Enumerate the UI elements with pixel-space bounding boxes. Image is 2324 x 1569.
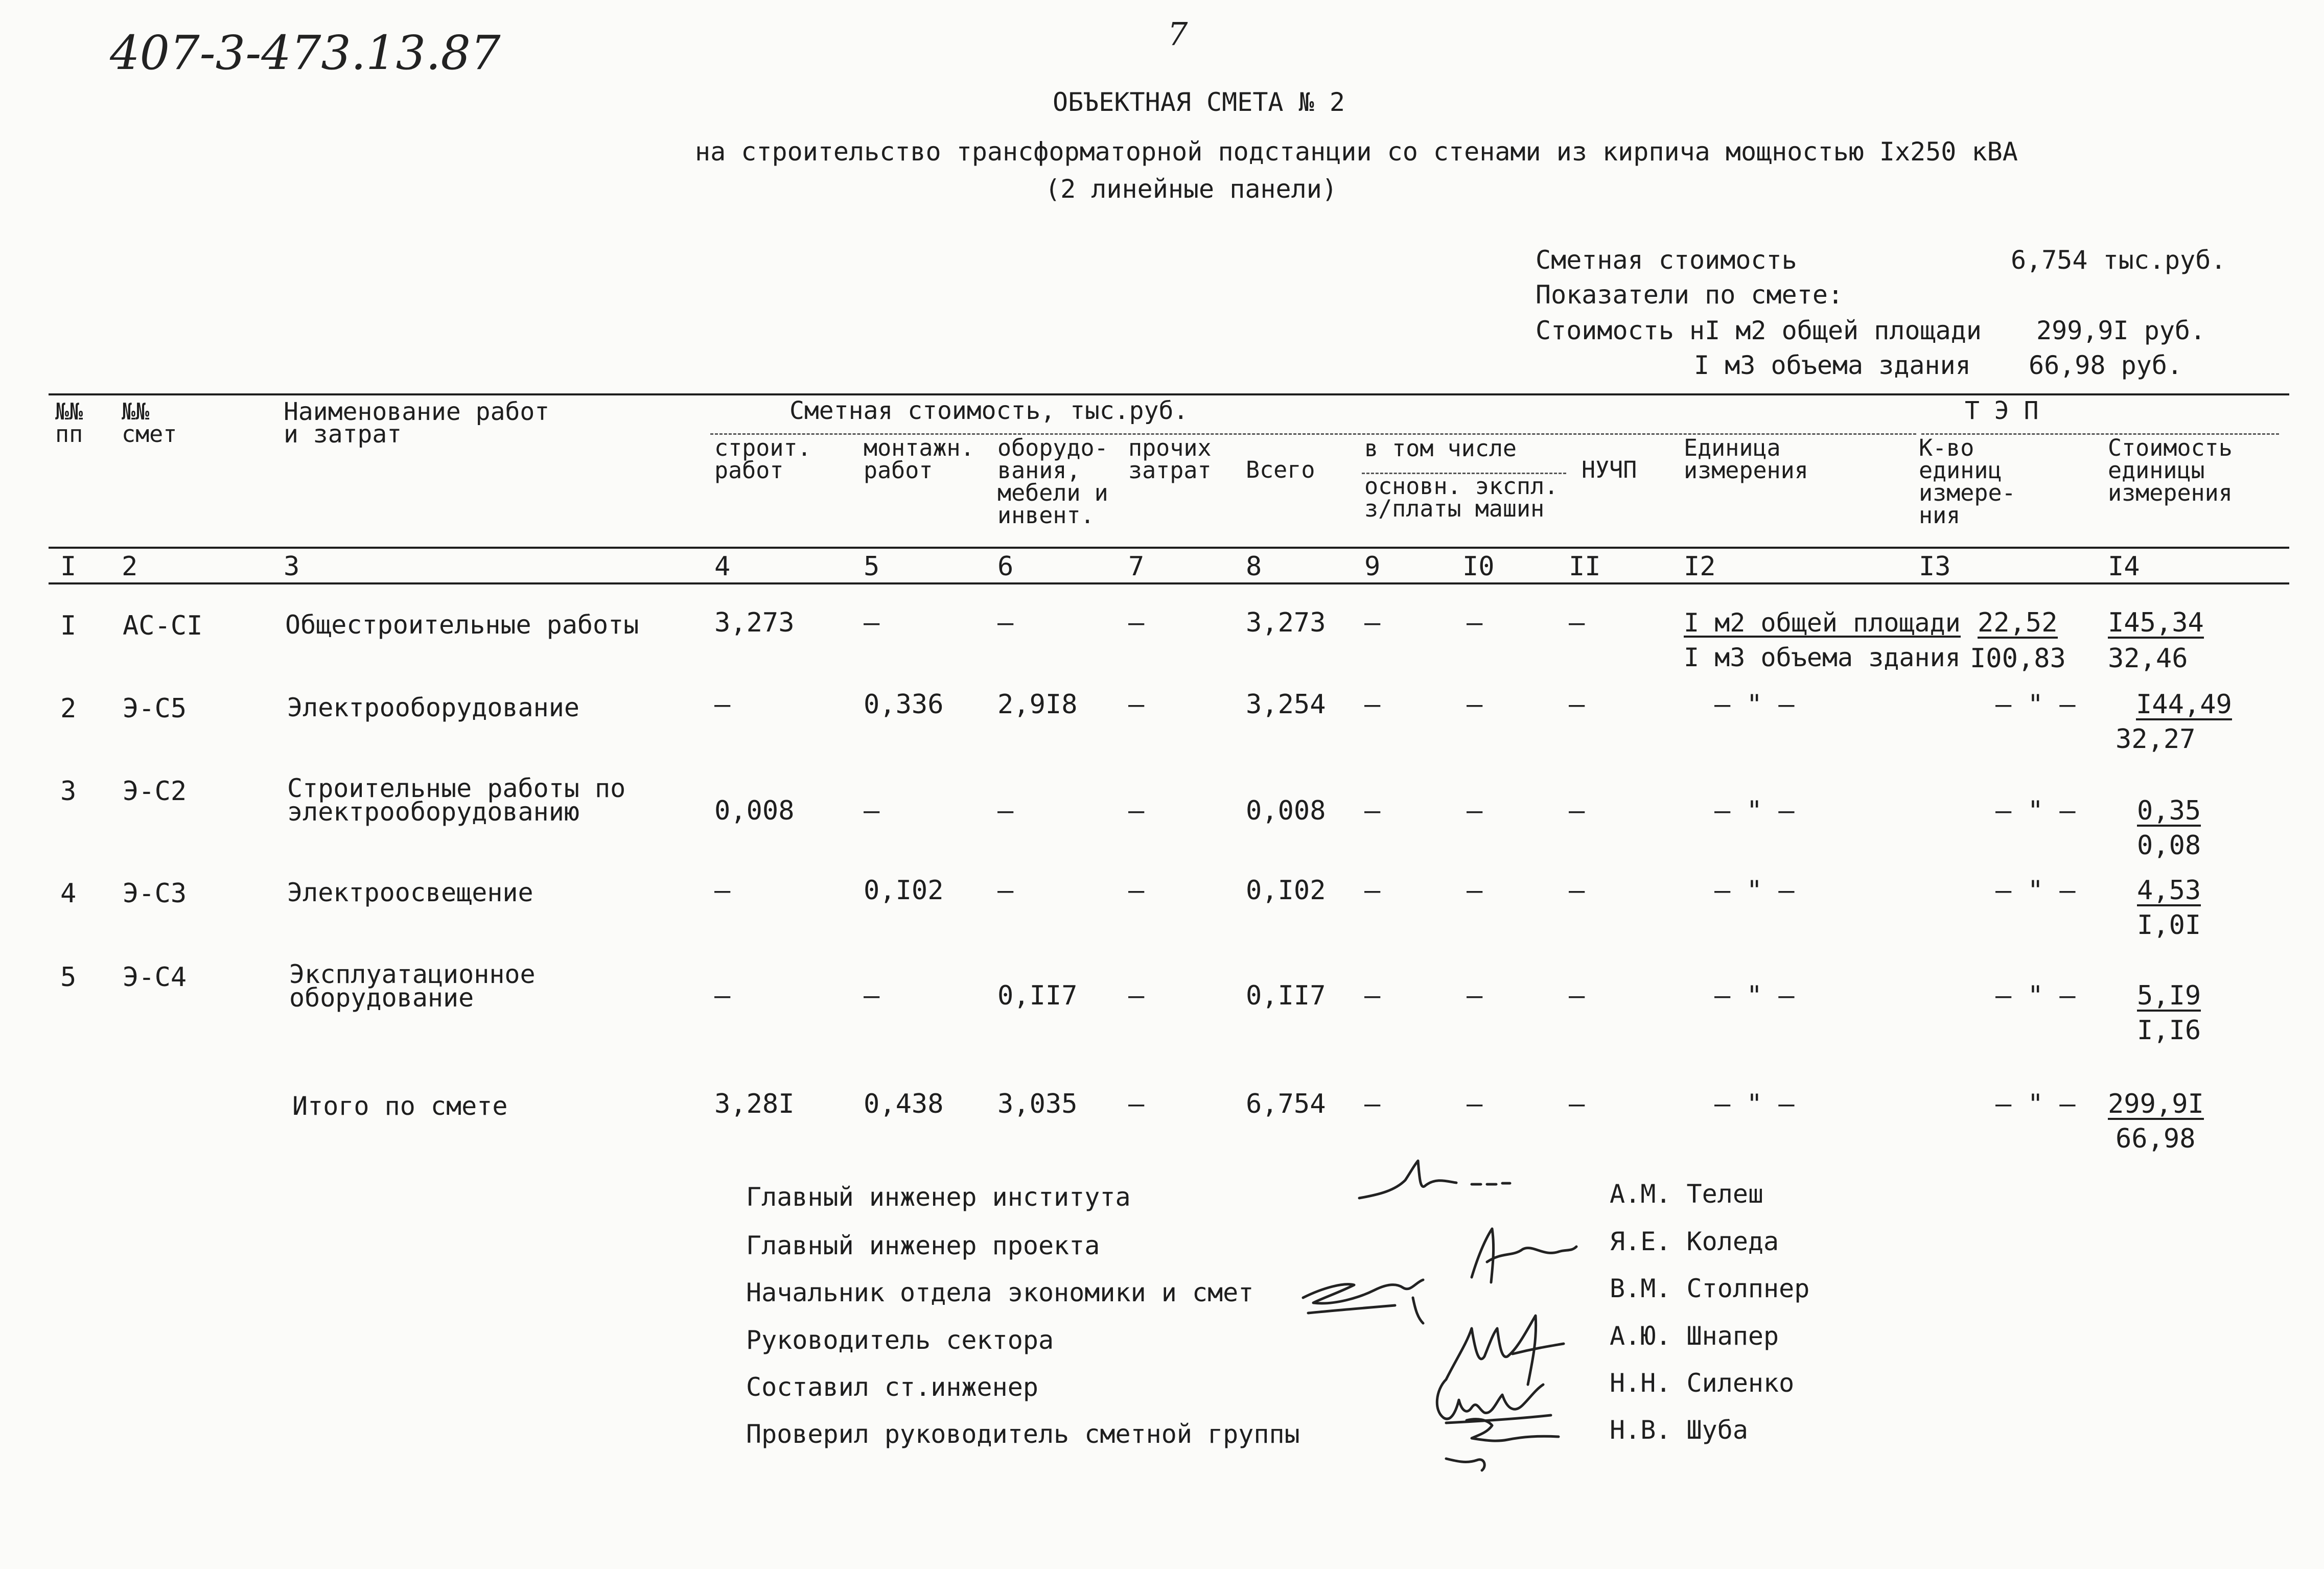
work-name: Строительные работы по	[287, 774, 626, 803]
signer-role: Составил ст.инженер	[746, 1372, 1038, 1402]
unit-cost-primary: I44,49	[2136, 689, 2232, 720]
cost-construction: –	[714, 875, 731, 906]
unit-quantity-primary: – " –	[1995, 1089, 2076, 1119]
cost-equipment: –	[997, 875, 1014, 906]
cost-installation: 0,336	[864, 689, 944, 720]
document-code: 407-3-473.13.87	[110, 26, 501, 80]
cost-total: 0,I02	[1246, 875, 1326, 906]
summary-per-m3-label: I м3 объема здания	[1694, 350, 1971, 380]
unit-cost-primary: 5,I9	[2137, 980, 2201, 1011]
signer-role: Начальник отдела экономики и смет	[746, 1278, 1254, 1307]
unit-quantity-primary: – " –	[1995, 980, 2076, 1011]
row-number: 5	[60, 962, 77, 993]
cost-other: –	[1128, 795, 1145, 826]
signature-koleda	[1456, 1221, 1579, 1298]
unit-primary: I м2 общей площади	[1684, 608, 1961, 638]
cost-equipment: 2,9I8	[997, 689, 1078, 720]
cost-installation: –	[864, 607, 880, 638]
estimate-code: АС-СI	[123, 611, 203, 641]
row-number: 3	[60, 776, 77, 807]
cost-equipment: 3,035	[997, 1089, 1078, 1119]
col-number-9: 9	[1364, 551, 1381, 582]
header-installation-works: монтажн. работ	[864, 434, 974, 484]
cost-construction: 3,273	[714, 607, 795, 638]
cost-machines: –	[1467, 607, 1483, 638]
cost-total: 0,II7	[1246, 980, 1326, 1011]
cost-other: –	[1128, 1089, 1145, 1119]
cost-nuchp: –	[1569, 607, 1585, 638]
signature-shuba	[1436, 1410, 1569, 1477]
work-name-continued: электрооборудованию	[287, 797, 579, 827]
col-number-10: I0	[1462, 551, 1495, 582]
unit-secondary: I м3 объема здания	[1684, 643, 1961, 672]
cost-nuchp: –	[1569, 795, 1585, 826]
col-number-5: 5	[864, 551, 880, 582]
cost-nuchp: –	[1569, 689, 1585, 720]
cost-total: 6,754	[1246, 1089, 1326, 1119]
col-number-4: 4	[714, 551, 731, 582]
signer-role: Проверил руководитель сметной группы	[746, 1419, 1300, 1449]
cost-other: –	[1128, 689, 1145, 720]
signature-teles	[1349, 1150, 1523, 1206]
cost-total: 0,008	[1246, 795, 1326, 826]
cost-construction: 3,28I	[714, 1089, 795, 1119]
work-name-continued: оборудование	[289, 983, 474, 1013]
summary-per-m2-value: 299,9I руб.	[2036, 316, 2206, 345]
cost-construction: –	[714, 689, 731, 720]
unit-primary: – " –	[1714, 1089, 1795, 1119]
work-name: Эксплуатационное	[289, 959, 536, 989]
work-name: Электрооборудование	[287, 693, 579, 722]
estimate-code: Э-С2	[123, 776, 187, 807]
unit-primary: – " –	[1714, 689, 1795, 720]
cost-nuchp: –	[1569, 1089, 1585, 1119]
document-title: ОБЪЕКТНАЯ СМЕТА № 2	[1053, 87, 1345, 117]
cost-wages: –	[1364, 980, 1381, 1011]
header-work-name: Наименование работ и затрат	[284, 397, 550, 449]
header-row-number: №№ пп	[55, 398, 83, 448]
cost-wages: –	[1364, 875, 1381, 906]
summary-indicators-label: Показатели по смете:	[1536, 280, 1844, 310]
header-nuchp: НУЧП	[1582, 456, 1637, 483]
col-number-7: 7	[1128, 551, 1145, 582]
cost-equipment: –	[997, 607, 1014, 638]
summary-per-m3-value: 66,98 руб.	[2029, 350, 2183, 380]
summary-per-m2-label: Стоимость нI м2 общей площади	[1536, 316, 1982, 345]
unit-cost-primary: 4,53	[2137, 875, 2201, 906]
cost-machines: –	[1467, 689, 1483, 720]
signer-role: Руководитель сектора	[746, 1325, 1054, 1355]
unit-quantity-primary: 22,52	[1978, 607, 2058, 638]
cost-nuchp: –	[1569, 980, 1585, 1011]
unit-primary: – " –	[1714, 875, 1795, 906]
cost-wages: –	[1364, 1089, 1381, 1119]
unit-quantity-primary: – " –	[1995, 875, 2076, 906]
summary-cost-value: 6,754 тыс.руб.	[2011, 245, 2226, 275]
header-unit-cost: Стоимость единицы измерения	[2108, 434, 2233, 506]
col-number-3: 3	[284, 551, 300, 582]
col-number-14: I4	[2108, 551, 2140, 582]
col-number-6: 6	[997, 551, 1014, 582]
col-number-8: 8	[1246, 551, 1262, 582]
header-bottom-rule	[49, 547, 2289, 549]
estimate-code: Э-С5	[123, 693, 187, 724]
signer-name: Я.Е. Коледа	[1610, 1227, 1779, 1256]
work-name: Общестроительные работы	[285, 610, 639, 640]
header-other-costs: прочих затрат	[1128, 434, 1212, 484]
cost-wages: –	[1364, 795, 1381, 826]
cost-machines: –	[1467, 795, 1483, 826]
cost-machines: –	[1467, 980, 1483, 1011]
col-number-2: 2	[122, 551, 138, 582]
col-number-11: II	[1569, 551, 1601, 582]
signer-role: Главный инженер института	[746, 1182, 1131, 1212]
unit-cost-primary: 299,9I	[2108, 1089, 2204, 1119]
cost-installation: 0,438	[864, 1089, 944, 1119]
estimate-code: Э-С4	[123, 962, 187, 993]
header-construction-works: строит. работ	[714, 434, 811, 484]
work-name: Электроосвещение	[287, 878, 533, 907]
unit-quantity-primary: – " –	[1995, 795, 2076, 826]
signer-name: А.М. Телеш	[1610, 1179, 1764, 1209]
unit-cost-secondary: I,I6	[2137, 1015, 2201, 1046]
colnum-bottom-rule	[49, 582, 2289, 584]
signer-role: Главный инженер проекта	[746, 1231, 1100, 1260]
cost-other: –	[1128, 980, 1145, 1011]
cost-construction: –	[714, 980, 731, 1011]
unit-cost-primary: 0,35	[2137, 795, 2201, 826]
header-unit-quantity: К-во единиц измере- ния	[1919, 434, 2016, 529]
unit-cost-secondary: 66,98	[2116, 1123, 2196, 1154]
unit-cost-secondary: I,0I	[2137, 910, 2201, 941]
unit-cost-primary: I45,34	[2108, 607, 2204, 638]
document-subtitle-line1: на строительство трансформаторной подстанции со стенами из кирпича мощностью Iх250 кВА	[695, 137, 2018, 167]
page-number: 7	[1168, 15, 1188, 53]
unit-primary: – " –	[1714, 980, 1795, 1011]
row-number: 2	[60, 693, 77, 724]
signature-stolpner	[1293, 1262, 1456, 1333]
header-equipment: оборудо- вания, мебели и инвент.	[997, 434, 1108, 529]
cost-equipment: 0,II7	[997, 980, 1078, 1011]
unit-quantity-secondary: I00,83	[1970, 643, 2066, 674]
cost-total: 3,273	[1246, 607, 1326, 638]
header-incl-group: в том числе	[1364, 435, 1517, 462]
header-total: Всего	[1246, 456, 1315, 483]
row-number: I	[60, 611, 77, 641]
cost-installation: –	[864, 980, 880, 1011]
total-label: Итого по смете	[292, 1091, 508, 1121]
col-number-12: I2	[1684, 551, 1716, 582]
signer-name: Н.Н. Силенко	[1610, 1368, 1795, 1398]
cost-installation: 0,I02	[864, 875, 944, 906]
header-cost-group: Сметная стоимость, тыс.руб.	[789, 396, 1189, 425]
unit-primary: – " –	[1714, 795, 1795, 826]
summary-cost-label: Сметная стоимость	[1536, 245, 1797, 275]
col-number-13: I3	[1919, 551, 1951, 582]
unit-cost-secondary: 32,46	[2108, 643, 2188, 674]
cost-wages: –	[1364, 607, 1381, 638]
signer-name: В.М. Столпнер	[1610, 1274, 1810, 1303]
signer-name: Н.В. Шуба	[1610, 1415, 1748, 1445]
cost-construction: 0,008	[714, 795, 795, 826]
unit-cost-secondary: 0,08	[2137, 830, 2201, 861]
signer-name: А.Ю. Шнапер	[1610, 1321, 1779, 1351]
unit-cost-secondary: 32,27	[2116, 724, 2196, 755]
table-top-rule	[49, 393, 2289, 395]
document-subtitle-line2: (2 линейные панели)	[1045, 174, 1337, 204]
col-number-1: I	[60, 551, 77, 582]
header-tep-group: Т Э П	[1965, 396, 2039, 425]
header-wages-machines: основн. экспл. з/платы машин	[1364, 473, 1559, 522]
cost-machines: –	[1467, 875, 1483, 906]
cost-equipment: –	[997, 795, 1014, 826]
cost-machines: –	[1467, 1089, 1483, 1119]
row-number: 4	[60, 878, 77, 909]
header-unit: Единица измерения	[1684, 434, 1808, 484]
cost-installation: –	[864, 795, 880, 826]
unit-quantity-primary: – " –	[1995, 689, 2076, 720]
cost-other: –	[1128, 875, 1145, 906]
cost-wages: –	[1364, 689, 1381, 720]
cost-other: –	[1128, 607, 1145, 638]
estimate-code: Э-С3	[123, 878, 187, 909]
cost-total: 3,254	[1246, 689, 1326, 720]
cost-nuchp: –	[1569, 875, 1585, 906]
header-estimate-number: №№ смет	[122, 398, 177, 448]
